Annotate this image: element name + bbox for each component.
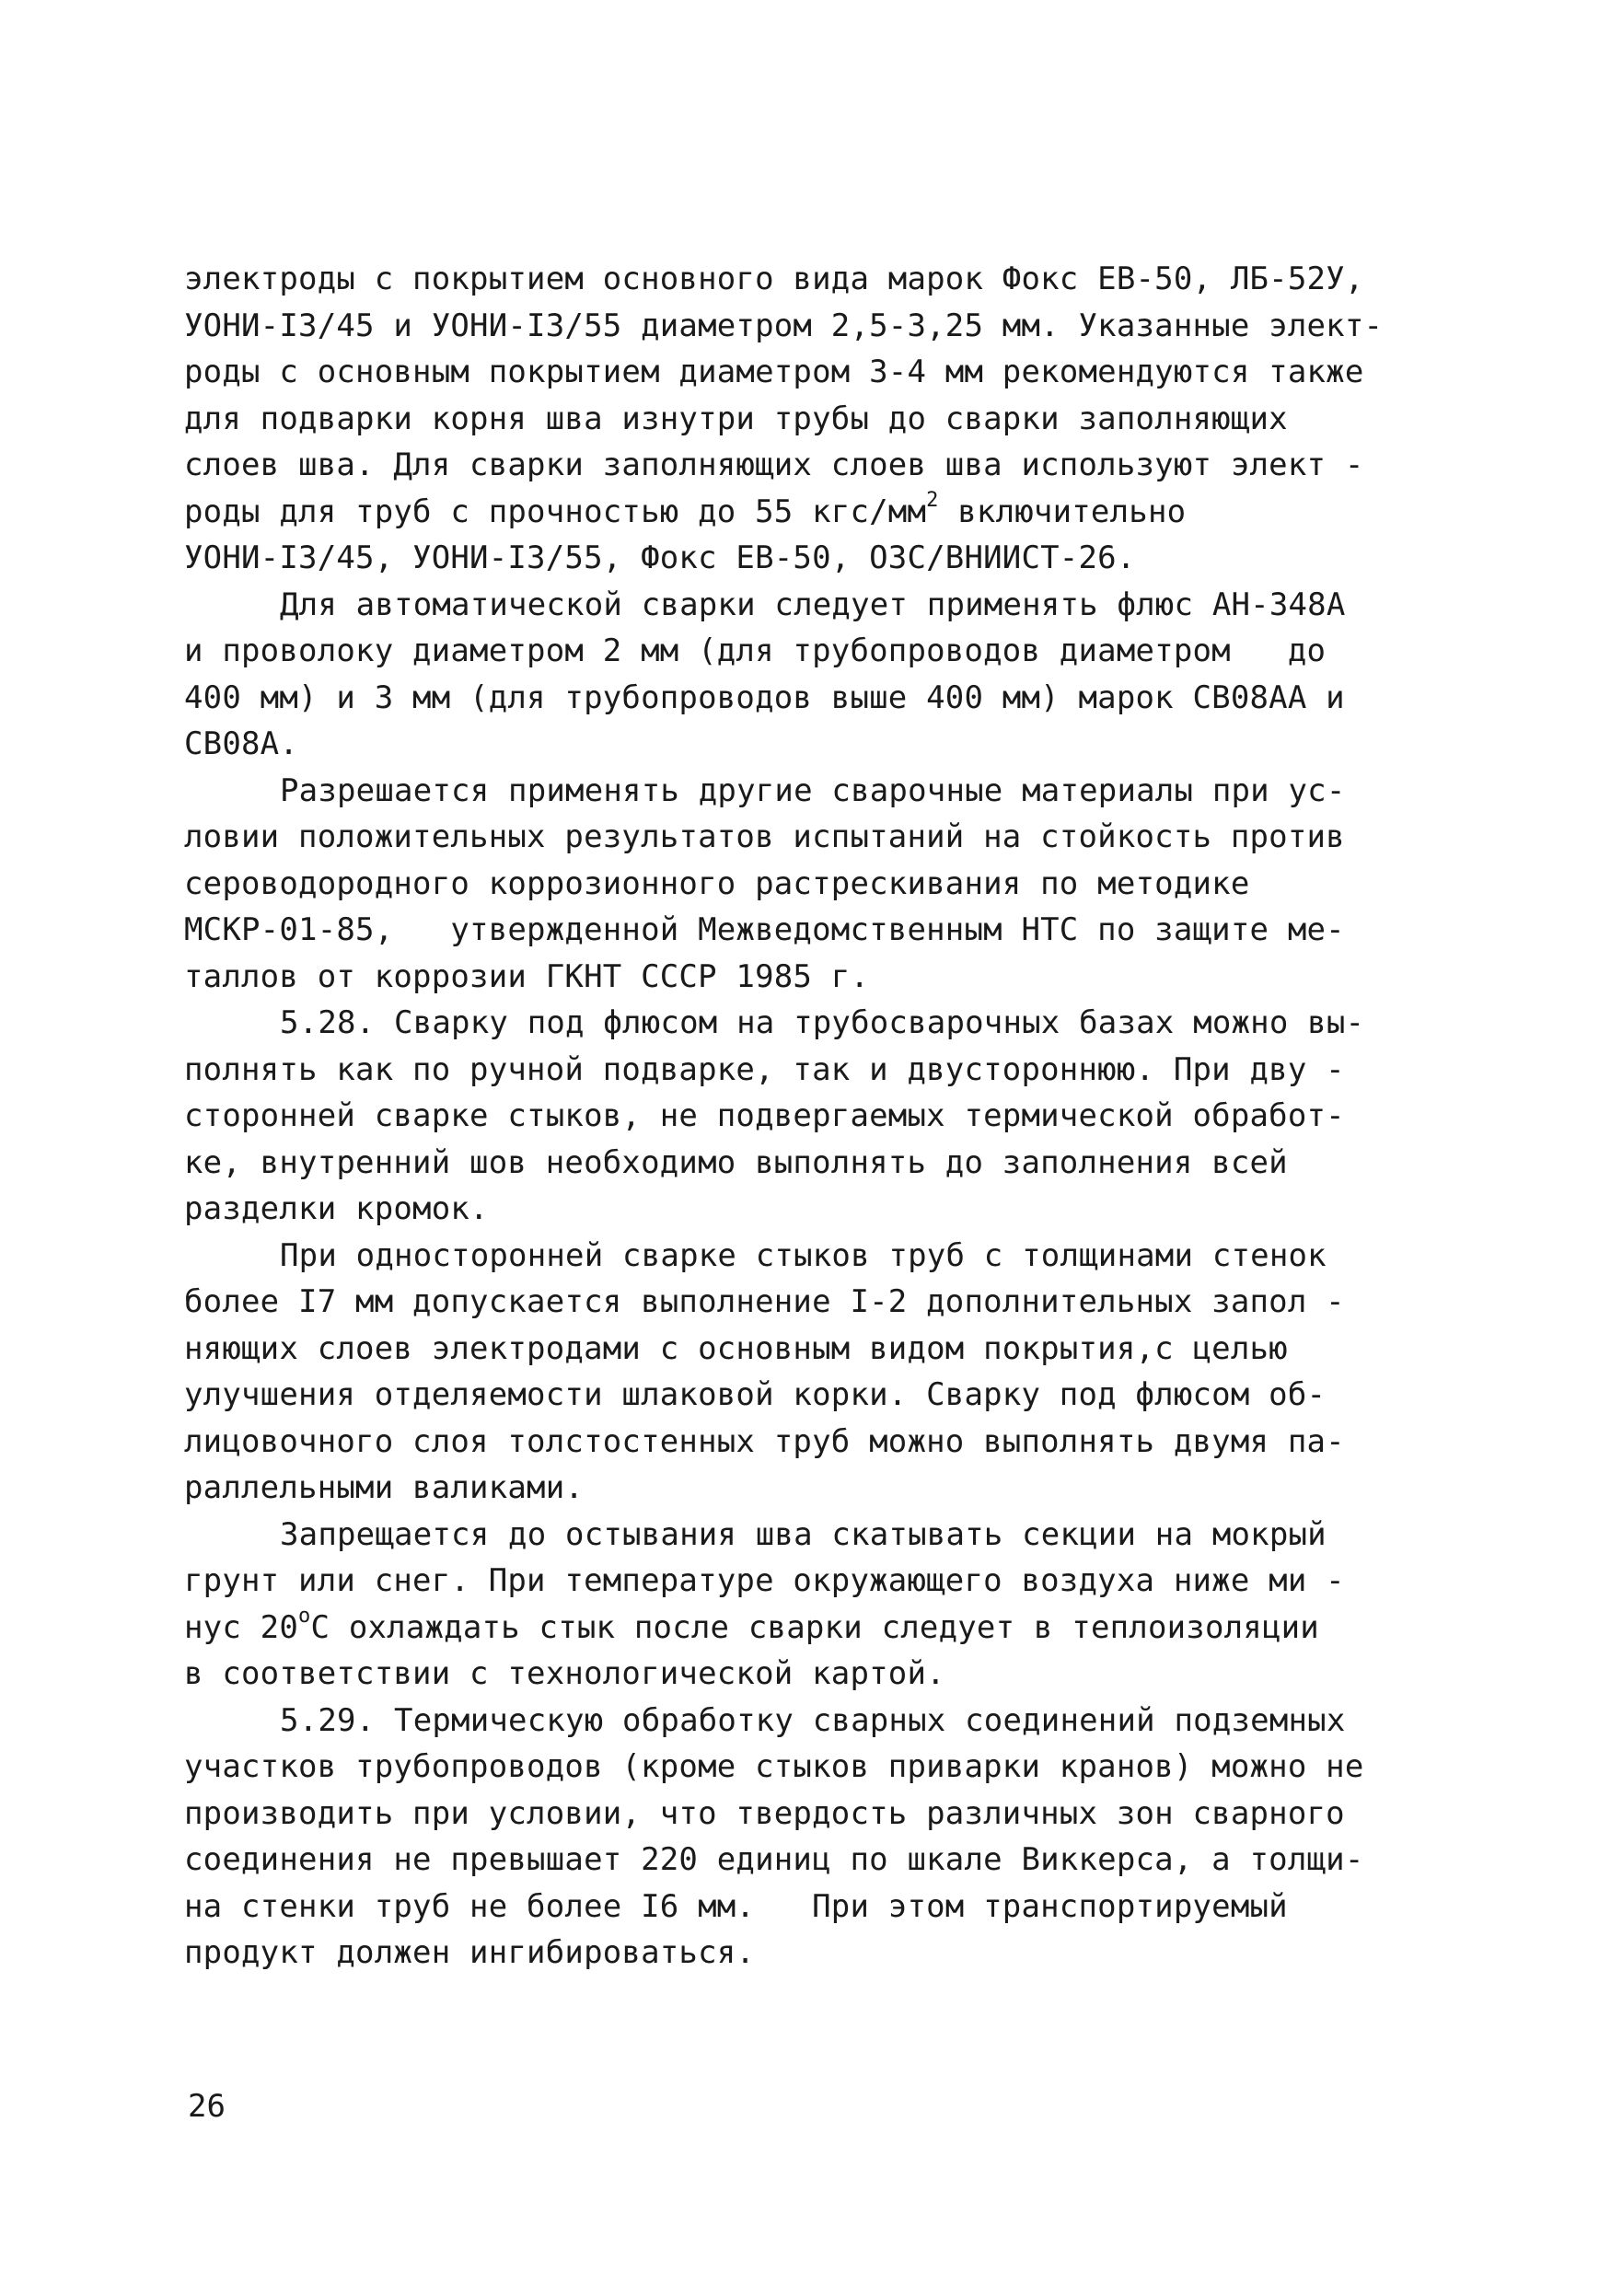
- text-line: [184, 1047, 1418, 1094]
- text-line: [184, 1558, 1418, 1605]
- text-line-content: няющих слоев электродами с основным видом покрытия,с целью: [184, 1329, 1288, 1367]
- text-line-content: производить при условии, что твердость различных зон сварного: [184, 1794, 1345, 1832]
- text-line-content: СВ08А.: [184, 725, 299, 762]
- text-line: [184, 814, 1418, 861]
- superscript: о: [298, 1605, 311, 1629]
- text-line: [184, 1837, 1418, 1884]
- text-line-content: ке, внутренний шов необходимо выполнять до заполнения всей: [184, 1143, 1288, 1181]
- text-line: [184, 907, 1418, 954]
- text-line: [184, 1000, 1418, 1047]
- text-line-content: 5.29. Термическую обработку сварных соединений подземных: [280, 1701, 1346, 1739]
- text-line: [184, 1093, 1418, 1140]
- text-line: [184, 256, 1418, 303]
- superscript: 2: [926, 489, 939, 513]
- text-line: [184, 1419, 1418, 1466]
- text-line: [184, 1512, 1418, 1559]
- text-line-content: сторонней сварке стыков, не подвергаемых термической обработ-: [184, 1097, 1345, 1134]
- text-line-content: электроды с покрытием основного вида марок Фокс ЕВ-50, ЛБ-52У,: [184, 261, 1364, 297]
- text-line: [184, 1651, 1418, 1698]
- text-line: [184, 535, 1418, 582]
- text-line: [184, 1930, 1418, 1977]
- text-line: [184, 1326, 1418, 1373]
- text-line-content: сероводородного коррозионного растрескивания по методике: [184, 864, 1250, 902]
- text-line: [184, 1744, 1418, 1791]
- text-line-content: на стенки труб не более I6 мм. При этом транспортируемый: [184, 1887, 1288, 1925]
- text-line: [184, 489, 1418, 536]
- text-line: [184, 1186, 1418, 1233]
- text-line-content: роды для труб с прочностью до 55 кгс/мм: [184, 493, 927, 530]
- text-line-continuation: включительно: [938, 493, 1187, 530]
- text-line-content: раллельными валиками.: [184, 1469, 585, 1506]
- text-line-content: слоев шва. Для сварки заполняющих слоев шва используют элект -: [184, 446, 1364, 483]
- text-line-content: полнять как по ручной подварке, так и двустороннюю. При дву -: [184, 1050, 1345, 1088]
- text-line-content: 5.28. Сварку под флюсом на трубосварочных базах можно вы-: [280, 1004, 1365, 1041]
- text-line-content: УОНИ-I3/45 и УОНИ-I3/55 диаметром 2,5-3,25 мм. Указанные элект-: [184, 307, 1384, 344]
- text-line-content: При односторонней сварке стыков труб с толщинами стенок: [280, 1236, 1327, 1274]
- text-line: [184, 1884, 1418, 1931]
- text-line: [184, 349, 1418, 396]
- text-line: [184, 1140, 1418, 1187]
- text-line-content: МСКР-01-85, утвержденной Межведомственным НТС по защите ме-: [184, 911, 1345, 948]
- text-line-content: улучшения отделяемости шлаковой корки. Сварку под флюсом об-: [184, 1376, 1327, 1413]
- body-text: [184, 256, 1418, 1977]
- text-line: [184, 396, 1418, 443]
- text-line: [184, 1791, 1418, 1838]
- text-line: [184, 675, 1418, 722]
- text-line-content: Для автоматической сварки следует применять флюс АН-348А: [280, 586, 1346, 623]
- text-line: [184, 582, 1418, 629]
- text-line-content: УОНИ-I3/45, УОНИ-I3/55, Фокс ЕВ-50, ОЗС/ВНИИСТ-26.: [184, 539, 1136, 576]
- text-line-content: разделки кромок.: [184, 1190, 489, 1227]
- page-number: 26: [188, 2088, 226, 2125]
- text-line: [184, 954, 1418, 1001]
- text-line-content: в соответствии с технологической картой.: [184, 1655, 945, 1692]
- text-line: [184, 768, 1418, 815]
- text-line-content: 400 мм) и 3 мм (для трубопроводов выше 400 мм) марок СВ08АА и: [184, 678, 1345, 716]
- text-line: [184, 442, 1418, 489]
- text-line-content: для подварки корня шва изнутри трубы до сварки заполняющих: [184, 400, 1288, 437]
- text-line-content: участков трубопроводов (кроме стыков приварки кранов) можно не: [184, 1748, 1364, 1785]
- text-line-content: ловии положительных результатов испытаний на стойкость против: [184, 818, 1345, 855]
- text-line-content: роды с основным покрытием диаметром 3-4 мм рекомендуются также: [184, 354, 1364, 390]
- text-line: [184, 303, 1418, 350]
- text-line-content: и проволоку диаметром 2 мм (для трубопроводов диаметром до: [184, 632, 1327, 669]
- text-line-content: Разрешается применять другие сварочные материалы при ус-: [280, 771, 1346, 809]
- text-line: [184, 1605, 1418, 1652]
- text-line-content: продукт должен ингибироваться.: [184, 1934, 756, 1971]
- text-line: [184, 1279, 1418, 1326]
- text-line: [184, 1465, 1418, 1512]
- text-line-content: нус 20: [184, 1608, 299, 1646]
- text-line: [184, 1372, 1418, 1419]
- text-line: [184, 1698, 1418, 1745]
- text-line: [184, 861, 1418, 908]
- text-line-content: таллов от коррозии ГКНТ СССР 1985 г.: [184, 957, 870, 995]
- text-line-content: лицовочного слоя толстостенных труб можно выполнять двумя па-: [184, 1422, 1345, 1460]
- text-line: [184, 628, 1418, 675]
- text-line: [184, 721, 1418, 768]
- text-line: [184, 1233, 1418, 1280]
- text-line-continuation: С охлаждать стык после сварки следует в теплоизоляции: [310, 1608, 1319, 1646]
- text-line-content: грунт или снег. При температуре окружающего воздуха ниже ми -: [184, 1562, 1345, 1599]
- text-line-content: более I7 мм допускается выполнение I-2 дополнительных запол -: [184, 1283, 1345, 1320]
- text-line-content: Запрещается до остывания шва скатывать секции на мокрый: [280, 1515, 1327, 1553]
- text-line-content: соединения не превышает 220 единиц по шкале Виккерса, а толщи-: [184, 1841, 1364, 1878]
